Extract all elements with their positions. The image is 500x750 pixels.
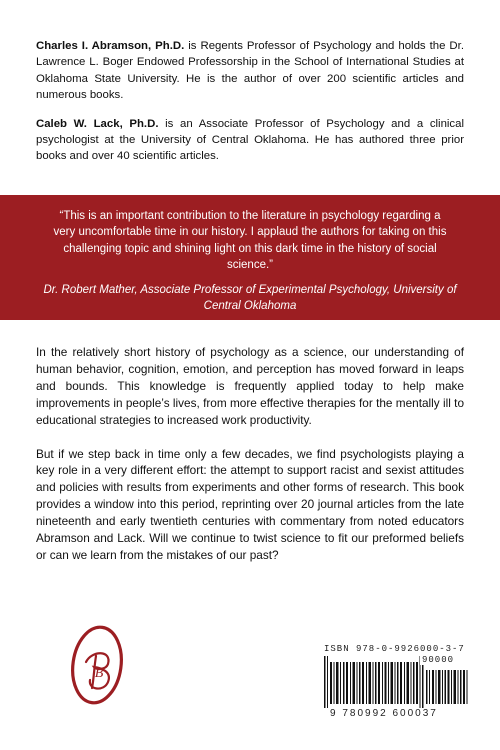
bio-abramson [36, 38, 464, 104]
isbn-text: ISBN 978-0-9926000-3-7 [324, 644, 465, 654]
logo-letter: B [94, 666, 104, 681]
publisher-logo-icon [52, 620, 142, 710]
bio-text: is an Associate Professor of Psychology and a clinical psychologist at the University of Central Oklahoma. He has authored three prior books and over 40 scientific articles. [36, 117, 464, 163]
barcode-digits: 9 780992 600037 [330, 708, 438, 719]
endorsement-attribution: Dr. Robert Mather, Associate Professor of Experimental Psychology, University of Central Oklahoma [43, 284, 457, 313]
description-paragraph: In the relatively short history of psychology as a science, our understanding of human behavior, cognition, emotion, and perception has moved forward in leaps and bounds. This knowledge is frequently applied today to help make improvements in people’s lives, from more effective therapies for the mentally ill to educational strategies to increased work productivity. [36, 345, 464, 427]
bio-name: Caleb W. Lack, Ph.D. [36, 117, 159, 130]
endorsement-quote: “This is an important contribution to the literature in psychology regarding a very uncomfortable time in our history. I applaud the authors for taking on this challenging topic and shining light on this dark time in the history of social science.” [53, 210, 447, 271]
price-code: 90000 [422, 655, 455, 665]
bio-lack [36, 116, 464, 165]
endorsement-band [0, 195, 500, 320]
bio-name: Charles I. Abramson, Ph.D. [36, 40, 185, 52]
description-paragraph: But if we step back in time only a few decades, we find psychologists playing a key role in a very different effort: the attempt to support racist and sexist attitudes and policies with results from experiments and other forms of research. This book provides a window into this period, reprinting over 20 journal articles from the late nineteenth and early twentieth centuries with commentary from noted educators Abramson and Lack. Will we continue to twist science to fit our preformed beliefs or can we learn from the mistakes of our past? [36, 446, 464, 562]
book-description [36, 344, 464, 581]
author-bios [36, 38, 464, 177]
bio-text: is Regents Professor of Psychology and holds the Dr. Lawrence L. Boger Endowed Professorship in the School of International Studies at Oklahoma State University. He is the author of over 200 scientific articles and numerous books. [36, 40, 464, 102]
